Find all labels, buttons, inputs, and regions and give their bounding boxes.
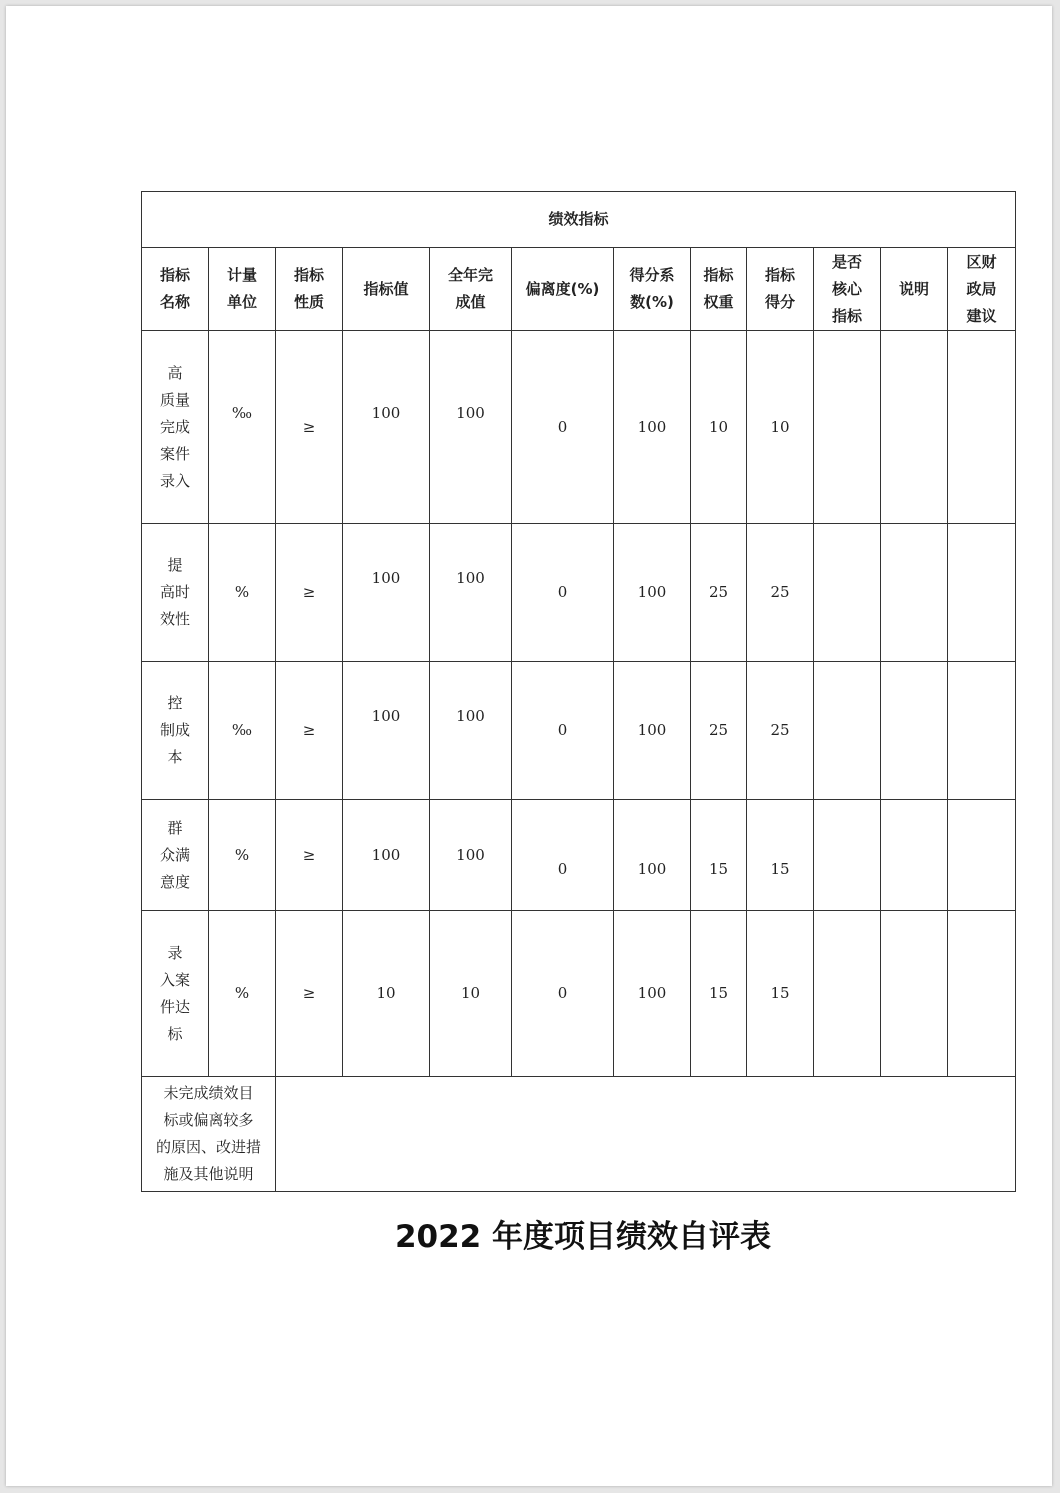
score-cell: 15	[747, 800, 814, 911]
score-cell: 15	[747, 911, 814, 1077]
weight-cell: 25	[691, 662, 747, 800]
note-label: 未完成绩效目 标或偏离较多 的原因、改进措 施及其他说明	[142, 1077, 276, 1192]
header-cell: 计量 单位	[209, 248, 276, 331]
document-title: 2022 年度项目绩效自评表	[394, 1219, 772, 1255]
nature-cell: ≥	[276, 800, 343, 911]
remark-cell	[881, 662, 948, 800]
header-cell: 区财 政局 建议	[948, 248, 1016, 331]
table-row	[142, 800, 1016, 911]
actual-cell: 100	[430, 331, 512, 524]
suggestion-cell	[948, 524, 1016, 662]
note-row	[142, 1077, 1016, 1192]
indicator-name: 提 高时 效性	[142, 524, 209, 662]
header-cell: 说明	[881, 248, 948, 331]
nature-cell: ≥	[276, 524, 343, 662]
indicator-name: 群 众满 意度	[142, 800, 209, 911]
header-cell: 是否 核心 指标	[814, 248, 881, 331]
table-caption: 绩效指标	[142, 192, 1016, 248]
nature-cell: ≥	[276, 662, 343, 800]
deviation-cell: 0	[512, 331, 614, 524]
weight-cell: 15	[691, 911, 747, 1077]
actual-cell: 100	[430, 800, 512, 911]
target-cell: 100	[343, 331, 430, 524]
table-row	[142, 911, 1016, 1077]
unit-cell: ‰	[209, 331, 276, 524]
caption-row	[142, 192, 1016, 248]
deviation-cell: 0	[512, 662, 614, 800]
header-cell: 指标 得分	[747, 248, 814, 331]
score-cell: 25	[747, 524, 814, 662]
header-row	[142, 248, 1016, 331]
header-cell: 偏离度(%)	[512, 248, 614, 331]
header-cell: 指标 权重	[691, 248, 747, 331]
remark-cell	[881, 911, 948, 1077]
target-cell: 100	[343, 800, 430, 911]
indicator-name: 录 入案 件达 标	[142, 911, 209, 1077]
nature-cell: ≥	[276, 331, 343, 524]
target-cell: 100	[343, 524, 430, 662]
core-cell	[814, 800, 881, 911]
header-cell: 指标 性质	[276, 248, 343, 331]
score-cell: 25	[747, 662, 814, 800]
weight-cell: 10	[691, 331, 747, 524]
deviation-cell: 0	[512, 524, 614, 662]
coefficient-cell: 100	[614, 331, 691, 524]
coefficient-cell: 100	[614, 662, 691, 800]
unit-cell: %	[209, 524, 276, 662]
coefficient-cell: 100	[614, 524, 691, 662]
actual-cell: 100	[430, 662, 512, 800]
performance-table	[141, 191, 1016, 1192]
coefficient-cell: 100	[614, 800, 691, 911]
table-row	[142, 331, 1016, 524]
nature-cell: ≥	[276, 911, 343, 1077]
actual-cell: 10	[430, 911, 512, 1077]
target-cell: 10	[343, 911, 430, 1077]
suggestion-cell	[948, 662, 1016, 800]
suggestion-cell	[948, 331, 1016, 524]
core-cell	[814, 331, 881, 524]
suggestion-cell	[948, 911, 1016, 1077]
remark-cell	[881, 524, 948, 662]
core-cell	[814, 662, 881, 800]
remark-cell	[881, 800, 948, 911]
header-cell: 指标值	[343, 248, 430, 331]
indicator-name: 控 制成 本	[142, 662, 209, 800]
actual-cell: 100	[430, 524, 512, 662]
unit-cell: %	[209, 911, 276, 1077]
core-cell	[814, 524, 881, 662]
coefficient-cell: 100	[614, 911, 691, 1077]
header-cell: 指标 名称	[142, 248, 209, 331]
deviation-cell: 0	[512, 911, 614, 1077]
deviation-cell: 0	[512, 800, 614, 911]
header-cell: 全年完 成值	[430, 248, 512, 331]
document-page	[6, 6, 1052, 1486]
table-row	[142, 524, 1016, 662]
table-row	[142, 662, 1016, 800]
indicator-name: 高 质量 完成 案件 录入	[142, 331, 209, 524]
weight-cell: 25	[691, 524, 747, 662]
score-cell: 10	[747, 331, 814, 524]
unit-cell: %	[209, 800, 276, 911]
suggestion-cell	[948, 800, 1016, 911]
header-cell: 得分系 数(%)	[614, 248, 691, 331]
note-value	[276, 1077, 1016, 1192]
unit-cell: ‰	[209, 662, 276, 800]
target-cell: 100	[343, 662, 430, 800]
core-cell	[814, 911, 881, 1077]
remark-cell	[881, 331, 948, 524]
weight-cell: 15	[691, 800, 747, 911]
